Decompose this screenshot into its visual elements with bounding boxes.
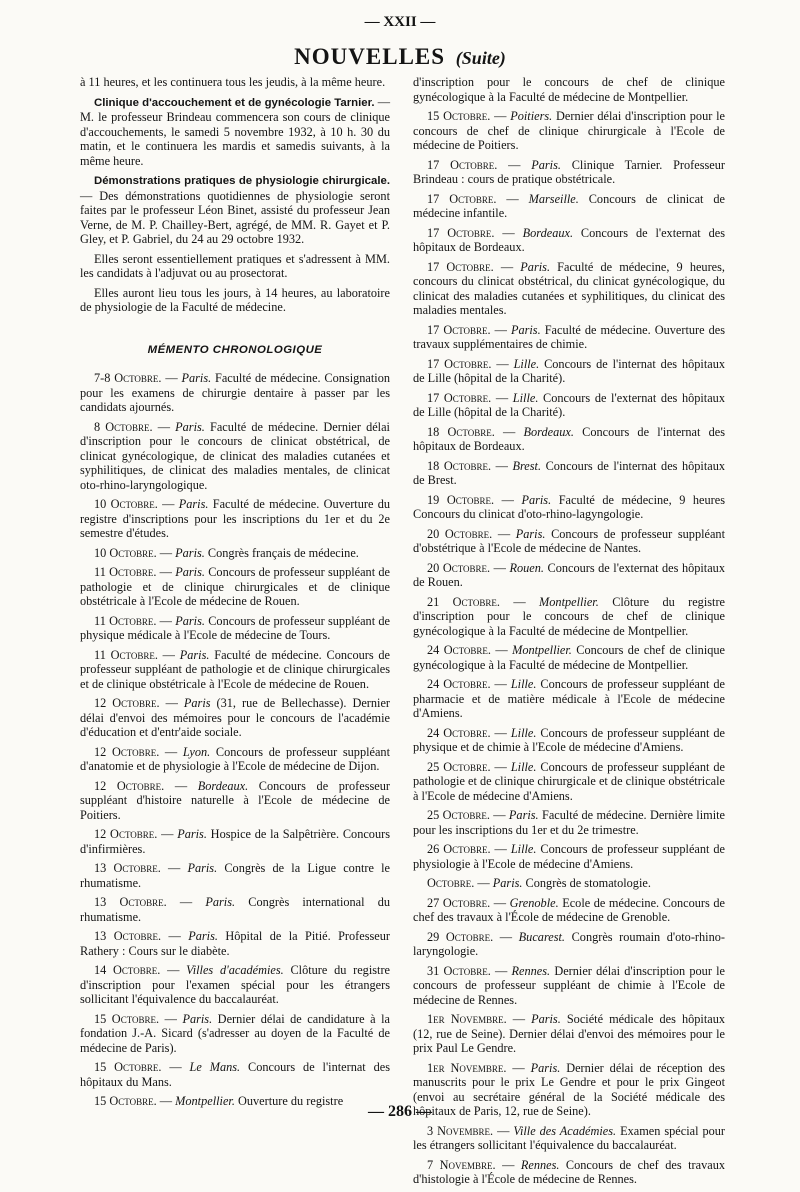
memento-entry: 13 Octobre. — Paris. Congrès international du rhumatisme. — [80, 895, 390, 924]
entry-place: Paris. — [182, 1011, 213, 1026]
entry-text: Faculté de médecine. Ouverture des travaux supplémentaires de chimie. — [413, 322, 725, 351]
entry-place: Poitiers. — [510, 109, 553, 123]
memento-entry: 17 Octobre. — Paris. Faculté de médecine, 9 heures, concours du clinicat obstétrical, du clinicat gynécologique, du clinicat des maladies cutanées et syphilitiques, du clinicat des maladies mentales. — [413, 259, 725, 317]
entry-place: Paris. — [515, 526, 546, 541]
entry-text: Dernier délai d'inscription pour le concours de chef de clinique chirurgicale à l'Ecole de médecine de Poitiers. — [413, 109, 725, 152]
entry-date: 14 Octobre. — [94, 963, 161, 977]
entry-date: 26 Octobre. — [427, 842, 491, 856]
entry-text: Concours de l'internat des hôpitaux de Bordeaux. — [413, 424, 726, 453]
news-paragraph — [80, 252, 390, 281]
memento-entry: 3 Novembre. — Ville des Académies. Examen spécial pour les étrangers sollicitant l'équivalence du baccalauréat. — [413, 1123, 725, 1152]
entry-text: Dernier délai d'inscription pour le concours de professeur suppléant de chimie à l'Ecole de médecine de Rennes. — [413, 963, 725, 1007]
memento-entry: 24 Octobre. — Lille. Concours de professeur suppléant de pharmacie et de matière médicale à l'Ecole de médecine d'Amiens. — [413, 677, 725, 720]
section-title-suite: (Suite) — [455, 48, 506, 68]
news-paragraph — [80, 173, 390, 247]
entry-date: 17 Octobre. — [427, 157, 498, 172]
entry-date: 12 Octobre. — [94, 744, 160, 759]
memento-entry: 7-8 Octobre. — Paris. Faculté de médecine. Consignation pour les examens de chirurgie dentaire à passer par les candidats ajournés. — [80, 371, 391, 414]
entry-date: 1er Novembre. — [427, 1012, 507, 1026]
memento-entry: 17 Octobre. — Bordeaux. Concours de l'externat des hôpitaux de Bordeaux. — [413, 225, 725, 254]
entry-date: 15 Octobre. — [94, 1060, 162, 1074]
entry-text: Faculté de médecine, 9 heures Concours du clinicat d'oto-rhino-lagyngologie. — [413, 492, 725, 521]
memento-entry: 25 Octobre. — Paris. Faculté de médecine. Dernière limite pour les inscriptions du 1er et du 2e trimestre. — [413, 808, 725, 837]
entry-place: Lille. — [513, 356, 540, 371]
entry-text: Congrès français de médecine. — [204, 545, 359, 560]
entry-text: Hôpital de la Pitié. Professeur Rathery : Cours sur le diabète. — [80, 929, 390, 958]
entry-place: Paris. — [175, 613, 205, 628]
memento-entry: 19 Octobre. — Paris. Faculté de médecine, 9 heures Concours du clinicat d'oto-rhino-lagyngologie. — [413, 492, 725, 521]
memento-entry: 11 Octobre. — Paris. Faculté de médecine. Concours de professeur suppléant de pathologie et de clinique chirurgicales et de clinique obstétricale à l'Ecole de médecine de Rouen. — [80, 647, 390, 691]
entry-place: Lille. — [512, 390, 539, 405]
entry-text: Faculté de médecine. Dernière limite pour les inscriptions du 1er et du 2e trimestre. — [413, 808, 725, 837]
entry-text: Clinique Tarnier. Professeur Brindeau : cours de pratique obstétricale. — [413, 157, 725, 186]
news-heading: Démonstrations pratiques de physiologie chirurgicale. — [94, 175, 390, 187]
entry-date: 8 Octobre. — [94, 419, 153, 434]
entry-text: Concours de clinicat de médecine infantile. — [413, 191, 725, 220]
news-text: Elles auront lieu tous les jours, à 14 heures, au laboratoire de physiologie de la Faculté de médecine. — [80, 285, 390, 314]
entry-date: 11 Octobre. — [94, 647, 158, 662]
right-column — [413, 75, 725, 1192]
entry-text: Examen spécial pour les étrangers sollicitant l'équivalence du baccalauréat. — [413, 1123, 725, 1152]
entry-place: Lille. — [510, 677, 537, 691]
memento-entry: 15 Octobre. — Montpellier. Ouverture du registre — [94, 1094, 344, 1108]
entry-date: 15 Octobre. — [94, 1094, 157, 1108]
entry-place: Paris. — [531, 157, 561, 172]
memento-entry: 1er Novembre. — Paris. Société médicale des hôpitaux (12, rue de Seine). Dernier délai d'envoi des mémoires pour le prix Paul Le Gendre. — [413, 1012, 725, 1055]
entry-date: 25 Octobre. — [427, 759, 491, 774]
section-title-text: NOUVELLES — [294, 44, 446, 69]
entry-text: Concours de l'internat des hôpitaux du Mans. — [80, 1060, 390, 1089]
entry-date: 19 Octobre. — [427, 492, 495, 507]
entry-date: 17 Octobre. — [427, 191, 497, 206]
memento-entry: 8 Octobre. — Paris. Faculté de médecine. Dernier délai d'inscription pour le concours de clinicat obstétrical, de clinicat gynécologique, de clinicat des maladies cutanées et syphilitiques, de clinicat des maladies mentales, de clinicat oto-rhino-laryngologique. — [80, 419, 390, 492]
entry-text: Concours de l'externat des hôpitaux de Bordeaux. — [413, 225, 725, 254]
news-paragraph — [80, 286, 390, 315]
entry-place: Montpellier. — [539, 594, 599, 609]
entry-place: Villes d'académies. — [186, 963, 284, 977]
entry-text: Concours de professeur suppléant de physiologie à l'Ecole de médecine d'Amiens. — [413, 842, 725, 871]
entry-text: Clôture du registre d'inscription pour le concours de chef de clinique gynécologique à la Faculté de médecine de Montpellier. — [413, 594, 725, 638]
entry-text: Concours de professeur suppléant de pathologie et de clinique chirurgicales et de clinique obstétricale à l'Ecole de médecine de Rouen. — [80, 565, 390, 608]
entry-place: Lyon. — [182, 744, 211, 759]
memento-entry: 17 Octobre. — Marseille. Concours de clinicat de médecine infantile. — [413, 191, 725, 220]
entry-date: 12 Octobre. — [94, 827, 158, 841]
entry-place: Paris. — [521, 492, 552, 507]
news-text: — Des démonstrations quotidiennes de physiologie seront faites par le professeur Léon Binet, assisté du professeur Jean Verne, de M. P. Chailley-Bert, agrégé, de MM. R. Gayet et P. Gley, et P. Gabriel, du 24 au 29 octobre 1932. — [80, 188, 390, 246]
entry-place: Lille. — [510, 842, 537, 856]
entry-text: (31, rue de Bellechasse). Dernier délai d'envoi des mémoires pour le concours de l'académie d'éducation et d'entr'aide sociale. — [80, 696, 391, 739]
memento-entry: 12 Octobre. — Lyon. Concours de professeur suppléant d'anatomie et de physiologie à l'Ecole de médecine de Dijon. — [80, 744, 390, 773]
entry-place: Rennes. — [520, 1157, 560, 1172]
entry-place: Le Mans. — [189, 1060, 241, 1074]
memento-entry: 1er Novembre. — Paris. Dernier délai de réception des manuscrits pour le prix Le Gendre et pour le prix Gingeot (envoi au secrétaire général de la Société médicale des hôpitaux de Paris, 12, rue de Seine). — [413, 1060, 725, 1118]
entry-date: Octobre. — [427, 876, 475, 890]
entry-date: 10 Octobre. — [94, 497, 158, 511]
entry-date: 24 Octobre. — [427, 725, 491, 740]
entry-place: Paris. — [181, 371, 212, 385]
entry-date: 7 Novembre. — [427, 1157, 496, 1172]
entry-place: Paris. — [179, 647, 210, 662]
entry-date: 24 Octobre. — [427, 677, 491, 691]
entry-date: 31 Octobre. — [427, 963, 491, 978]
entry-date: 15 Octobre. — [94, 1011, 160, 1026]
memento-entry: 20 Octobre. — Rouen. Concours de l'externat des hôpitaux de Rouen. — [413, 560, 725, 589]
entry-date: 21 Octobre. — [427, 594, 500, 609]
entry-date: 29 Octobre. — [427, 929, 494, 944]
entry-date: 10 Octobre. — [94, 545, 157, 560]
memento-entry: 18 Octobre. — Brest. Concours de l'internat des hôpitaux de Brest. — [413, 458, 725, 487]
memento-entry: 15 Octobre. — Poitiers. Dernier délai d'inscription pour le concours de chef de clinique chirurgicale à l'Ecole de médecine de Poitiers. — [413, 109, 725, 152]
entry-text: Congrès de stomatologie. — [522, 876, 651, 890]
memento-entry: 18 Octobre. — Bordeaux. Concours de l'internat des hôpitaux de Bordeaux. — [413, 424, 726, 453]
entry-date: 20 Octobre. — [427, 560, 491, 575]
memento-entry: 17 Octobre. — Lille. Concours de l'externat des hôpitaux de Lille (hôpital de la Charité). — [413, 390, 725, 419]
entry-place: Rouen. — [509, 560, 544, 575]
entry-date: 11 Octobre. — [94, 613, 157, 628]
entry-place: Marseille. — [528, 191, 579, 206]
news-paragraph — [80, 95, 390, 169]
memento-entry: 13 Octobre. — Paris. Hôpital de la Pitié. Professeur Rathery : Cours sur le diabète. — [80, 929, 390, 958]
entry-date: 13 Octobre. — [94, 861, 161, 875]
entry-place: Bucarest. — [518, 929, 566, 944]
entry-date: 17 Octobre. — [427, 390, 492, 405]
entry-text: Dernier délai de candidature à la fondation J.-A. Sicard (s'adresser au doyen de la Faculté de médecine de Paris). — [80, 1011, 390, 1055]
entry-text: Faculté de médecine. Dernier délai d'inscription pour le concours de clinicat obstétrical, de clinicat gynécologique, de clinicat des maladies cutanées et syphilitiques, de clinicat des maladies mentales, de clinicat oto-rhino-laryngologique. — [80, 419, 390, 492]
entry-place: Paris. — [508, 808, 539, 822]
memento-entry: 11 Octobre. — Paris. Concours de professeur suppléant de pathologie et de clinique chirurgicales et de clinique obstétricale à l'Ecole de médecine de Rouen. — [80, 565, 390, 608]
entry-text: Clôture du registre d'inscription pour l'examen spécial pour les étrangers sollicitant l'équivalence du baccalauréat. — [80, 963, 390, 1006]
entry-text: Hospice de la Salpêtrière. Concours d'infirmières. — [80, 827, 390, 856]
entry-text: Concours de professeur suppléant d'histoire naturelle à l'Ecole de médecine de Poitiers. — [80, 778, 390, 822]
memento-entry: 31 Octobre. — Rennes. Dernier délai d'inscription pour le concours de professeur suppléant de chimie à l'Ecole de médecine de Rennes. — [413, 963, 725, 1007]
news-text: — M. le professeur Brindeau commencera son cours de clinique d'accouchements, le samedi 5 novembre 1932, à 10 h. 30 du matin, et le continuera les mardis et samedis suivants, à la même heure. — [80, 94, 390, 168]
entry-text: Concours de professeur suppléant de physique et de chimie à l'Ecole de médecine d'Amiens. — [413, 725, 725, 754]
entry-text: Concours de chef de clinique gynécologique à la Faculté de médecine de Montpellier. — [413, 643, 725, 672]
entry-place: Bordeaux. — [522, 225, 574, 240]
memento-entry: 25 Octobre. — Lille. Concours de professeur suppléant de pathologie et de clinique chirurgicale et de clinique obstétricale à l'Ecole de médecine d'Amiens. — [413, 759, 725, 803]
entry-date: 17 Octobre. — [427, 259, 494, 274]
entry-place: Paris. — [178, 497, 209, 511]
entry-date: 25 Octobre. — [427, 808, 490, 822]
news-text: Elles seront essentiellement pratiques et s'adressent à MM. les candidats à l'adjuvat ou au prosectorat. — [80, 251, 390, 280]
news-text: à 11 heures, et les continuera tous les jeudis, à la même heure. — [80, 75, 386, 89]
entry-date: 18 Octobre. — [427, 424, 495, 439]
entry-text: Concours de professeur suppléant d'anatomie et de physiologie à l'Ecole de médecine de Dijon. — [80, 744, 390, 773]
entry-place: Paris. — [175, 565, 205, 579]
memento-entry: 12 Octobre. — Paris. Hospice de la Salpêtrière. Concours d'infirmières. — [80, 827, 390, 856]
entry-text: Concours de l'internat des hôpitaux de Brest. — [413, 458, 725, 487]
entry-text: Concours de professeur suppléant de pathologie et de clinique chirurgicale et de clinique obstétricale à l'Ecole de médecine d'Amiens. — [413, 759, 725, 803]
entry-place: Montpellier. — [512, 643, 572, 657]
entry-place: Paris. — [175, 419, 205, 434]
section-title — [0, 44, 800, 70]
memento-entry: 10 Octobre. — Paris. Congrès français de médecine. — [94, 545, 359, 560]
memento-entry: 27 Octobre. — Grenoble. Ecole de médecine. Concours de chef des travaux à l'École de médecine de Grenoble. — [413, 895, 725, 924]
entry-text: Société médicale des hôpitaux (12, rue de Seine). Dernier délai d'envoi des mémoires pour le prix Paul Le Gendre. — [413, 1012, 725, 1055]
memento-entry: 11 Octobre. — Paris. Concours de professeur suppléant de physique médicale à l'Ecole de médecine de Tours. — [80, 613, 390, 642]
entry-place: Paris. — [205, 895, 236, 909]
entry-text: Congrès de la Ligue contre le rhumatisme. — [80, 861, 390, 890]
entry-date: 27 Octobre. — [427, 895, 491, 910]
entry-text: Concours de professeur suppléant de pharmacie et de matière médicale à l'Ecole de médecine d'Amiens. — [413, 677, 725, 720]
memento-entry: Octobre. — Paris. Congrès de stomatologie. — [427, 876, 651, 890]
entry-place: Paris. — [177, 827, 207, 841]
entry-place: Montpellier. — [175, 1094, 235, 1108]
entry-place: Paris. — [492, 876, 523, 890]
entry-text: Concours de professeur suppléant de physique médicale à l'Ecole de médecine de Tours. — [80, 613, 390, 642]
entry-date: 7-8 Octobre. — [94, 371, 162, 385]
entry-text: Dernier délai de réception des manuscrits pour le prix Le Gendre et pour le prix Gingeot (envoi au secrétaire général de la Société médicale des hôpitaux de Paris, 12, rue de Seine). — [413, 1060, 725, 1118]
entry-date: 1er Novembre. — [427, 1060, 507, 1075]
left-column — [80, 75, 390, 1114]
memento-entry: 17 Octobre. — Lille. Concours de l'internat des hôpitaux de Lille (hôpital de la Charité). — [413, 356, 725, 385]
entry-date: 12 Octobre. — [94, 696, 160, 710]
entry-date: 15 Octobre. — [427, 109, 491, 123]
entry-place: Brest. — [512, 458, 542, 473]
memento-entry: 15 Octobre. — Paris. Dernier délai de candidature à la fondation J.-A. Sicard (s'adresser au doyen de la Faculté de médecine de Paris). — [80, 1011, 390, 1055]
entry-date: 18 Octobre. — [427, 458, 492, 473]
entry-text: Faculté de médecine. Concours de professeur suppléant de pathologie et de clinique chirurgicales et de clinique obstétricale à l'Ecole de médecine de Rouen. — [80, 647, 390, 691]
entry-text: Ecole de médecine. Concours de chef des travaux à l'École de médecine de Grenoble. — [413, 895, 725, 924]
page-header-roman: — XXII — — [364, 14, 436, 30]
memento-entries-right — [413, 109, 725, 1187]
entry-place: Bordeaux. — [197, 778, 249, 793]
entry-date: 13 Octobre. — [94, 895, 167, 909]
entry-text: Faculté de médecine. Consignation pour les examens de chirurgie dentaire à passer par les candidats ajournés. — [80, 371, 391, 414]
intro-news-items — [80, 75, 390, 315]
page-number: — 286 — — [368, 1103, 432, 1120]
memento-entry: 10 Octobre. — Paris. Faculté de médecine. Ouverture du registre d'inscriptions pour les inscriptions du 1er et du 2e semestre d'études. — [80, 497, 390, 540]
entry-place: Ville des Académies. — [513, 1123, 617, 1138]
memento-entry: 12 Octobre. — Bordeaux. Concours de professeur suppléant d'histoire naturelle à l'Ecole de médecine de Poitiers. — [80, 778, 390, 822]
entry-place: Paris. — [175, 545, 205, 560]
entry-place: Paris. — [530, 1060, 561, 1075]
entry-place: Paris. — [188, 929, 218, 943]
entry-date: 20 Octobre. — [427, 526, 493, 541]
entry-place: Rennes. — [511, 963, 551, 978]
entry-place: Grenoble. — [509, 895, 559, 910]
entry-place: Paris — [183, 696, 211, 710]
memento-continuation: d'inscription pour le concours de chef de clinique gynécologique à la Faculté de médecine de Montpellier. — [413, 75, 725, 104]
memento-entry: 29 Octobre. — Bucarest. Congrès roumain d'oto-rhino-laryngologie. — [413, 929, 725, 958]
entry-date: 17 Octobre. — [427, 322, 491, 337]
entry-text: Concours de l'externat des hôpitaux de Rouen. — [413, 560, 725, 589]
entry-text: Ouverture du registre — [234, 1094, 344, 1108]
entry-date: 12 Octobre. — [94, 778, 165, 793]
entry-place: Paris. — [520, 259, 551, 274]
memento-entry: 14 Octobre. — Villes d'académies. Clôture du registre d'inscription pour l'examen spécial pour les étrangers sollicitant l'équivalence du baccalauréat. — [80, 963, 390, 1006]
news-paragraph — [80, 75, 390, 90]
entry-text: Concours de l'externat des hôpitaux de Lille (hôpital de la Charité). — [413, 390, 725, 419]
entry-date: 17 Octobre. — [427, 356, 492, 371]
entry-place: Lille. — [510, 759, 537, 774]
memento-entry: 17 Octobre. — Paris. Faculté de médecine. Ouverture des travaux supplémentaires de chimie. — [413, 322, 725, 351]
entry-date: 24 Octobre. — [427, 643, 491, 657]
memento-title: MÉMENTO CHRONOLOGIQUE — [147, 343, 323, 356]
entry-place: Paris. — [187, 861, 218, 875]
memento-entries-left — [80, 371, 390, 1109]
entry-date: 11 Octobre. — [94, 565, 157, 579]
entry-date: 3 Novembre. — [427, 1123, 494, 1138]
memento-entry: 24 Octobre. — Lille. Concours de professeur suppléant de physique et de chimie à l'Ecole de médecine d'Amiens. — [413, 725, 725, 754]
memento-entry: 7 Novembre. — Rennes. Concours de chef des travaux d'histologie à l'École de médecine de Rennes. — [413, 1157, 725, 1186]
entry-date: 17 Octobre. — [427, 225, 495, 240]
memento-entry: 12 Octobre. — Paris (31, rue de Bellechasse). Dernier délai d'envoi des mémoires pour le concours de l'académie d'éducation et d'entr'aide sociale. — [80, 696, 391, 739]
memento-entry: 15 Octobre. — Le Mans. Concours de l'internat des hôpitaux du Mans. — [80, 1060, 390, 1089]
entry-text: Faculté de médecine, 9 heures, concours du clinicat obstétrical, du clinicat gynécologique, du clinicat des maladies cutanées et syphilitiques, du clinicat des maladies mentales. — [413, 259, 725, 317]
news-heading: Clinique d'accouchement et de gynécologie Tarnier. — [94, 96, 375, 109]
entry-place: Paris. — [531, 1012, 561, 1026]
memento-entry: 21 Octobre. — Montpellier. Clôture du registre d'inscription pour le concours de chef de clinique gynécologique à la Faculté de médecine de Montpellier. — [413, 594, 725, 638]
entry-place: Lille. — [510, 725, 537, 740]
entry-text: Faculté de médecine. Ouverture du registre d'inscriptions pour les inscriptions du 1er et du 2e semestre d'études. — [80, 497, 390, 540]
entry-text: Concours de chef des travaux d'histologie à l'École de médecine de Rennes. — [413, 1157, 725, 1186]
entry-date: 13 Octobre. — [94, 929, 162, 943]
memento-entry: 17 Octobre. — Paris. Clinique Tarnier. Professeur Brindeau : cours de pratique obstétricale. — [413, 157, 725, 186]
entry-text: Concours de professeur suppléant d'obstétrique à l'Ecole de médecine de Nantes. — [413, 526, 725, 555]
entry-place: Paris. — [510, 322, 541, 337]
entry-text: Congrès roumain d'oto-rhino-laryngologie. — [413, 929, 725, 958]
memento-entry: 20 Octobre. — Paris. Concours de professeur suppléant d'obstétrique à l'Ecole de médecine de Nantes. — [413, 526, 725, 555]
entry-text: Concours de l'internat des hôpitaux de Lille (hôpital de la Charité). — [413, 356, 725, 385]
entry-text: Congrès international du rhumatisme. — [80, 895, 390, 924]
memento-entry: 26 Octobre. — Lille. Concours de professeur suppléant de physiologie à l'Ecole de médecine d'Amiens. — [413, 842, 725, 871]
memento-entry: 13 Octobre. — Paris. Congrès de la Ligue contre le rhumatisme. — [80, 861, 390, 890]
memento-entry: 24 Octobre. — Montpellier. Concours de chef de clinique gynécologique à la Faculté de médecine de Montpellier. — [413, 643, 725, 672]
entry-place: Bordeaux. — [523, 424, 574, 439]
